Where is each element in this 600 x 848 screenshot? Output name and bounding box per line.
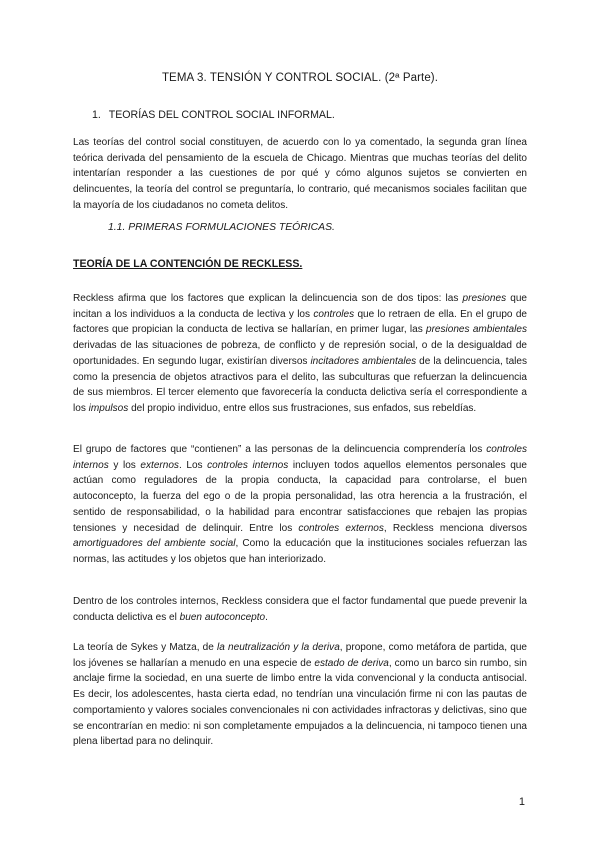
emphasis: buen autoconcepto — [179, 611, 266, 623]
document-title: TEMA 3. TENSIÓN Y CONTROL SOCIAL. (2ª Parte). — [161, 72, 439, 84]
emphasis: incitadores ambientales — [310, 355, 417, 367]
emphasis: controles externos — [298, 522, 384, 534]
text-run: , propone, como metáfora de partida, que los jóvenes se hallarían a menudo en una especie de — [73, 642, 527, 669]
text-run: incluyen todos aquellos elementos personales que actúan como reguladores de la propia conducta, la capacidad para controlarse, el buen autoconcepto, la fuerza del ego o de la propia personalidad, las otra herencia a la frustración, el sentido de responsabilidad, o la habilidad para encontrar satisfacciones que rebajen las propias tensiones y necesidad de delinquir. Entre los — [73, 459, 527, 534]
emphasis: externos — [140, 459, 179, 471]
emphasis: presiones ambientales — [425, 324, 527, 336]
reckless-heading: TEORÍA DE LA CONTENCIÓN DE RECKLESS. — [73, 258, 303, 270]
text-run: y los — [108, 459, 141, 471]
emphasis: presiones — [462, 293, 507, 304]
page-number: 1 — [518, 796, 525, 808]
subsection-heading: 1.1. PRIMERAS FORMULACIONES TEÓRICAS. — [108, 222, 335, 233]
text-run: . — [265, 611, 268, 623]
text-run: que lo retraen de ella. En el grupo de factores que propician la conducta de lectiva se hallarían, en primer lugar, las — [73, 308, 528, 336]
emphasis: controles internos — [207, 459, 289, 471]
section-title: TEORÍAS DEL CONTROL SOCIAL INFORMAL. — [108, 109, 335, 121]
text-run: que incitan a los individuos a la conducta de lectiva y los — [73, 293, 527, 320]
text-run: . Los — [178, 459, 208, 471]
intro-paragraph: Las teorías del control social constituyen, de acuerdo con lo ya comentado, la segunda gran línea teórica derivada del pensamiento de la escuela de Chicago. Mientras que muchas teorías del delito intentarían responder a las cuestiones de por qué y cómo algunos sujetos se convierten en delincuentes, la teoría del control se preguntaría, lo contrario, qué mecanismos sociales facilitan que la mayoría de los ciudadanos no cometa delitos. — [73, 137, 527, 211]
reckless-paragraph-1 — [73, 291, 527, 417]
emphasis: controles — [313, 308, 355, 320]
text-run: Dentro de los controles internos, Reckless considera que el factor fundamental que puede prevenir la conducta delictiva es el — [73, 596, 527, 623]
reckless-paragraph-3 — [73, 594, 527, 625]
text-run: de la delincuencia, tales como la presencia de objetos atractivos para el delito, las subculturas que refuerzan la delincuencia de sus miembros. El tercer elemento que favorecería la conducta delictiva sería el correspondiente a los — [73, 355, 528, 414]
emphasis: estado de deriva — [314, 657, 389, 669]
reckless-paragraph-2 — [73, 442, 527, 568]
emphasis: controles internos — [73, 444, 527, 471]
emphasis: amortiguadores del ambiente social — [73, 538, 236, 550]
text-run: Reckless afirma que los factores que explican la delincuencia son de dos tipos: las — [73, 293, 463, 304]
text-run: , Como la educación que la instituciones sociales refuerzan las normas, las actitudes y los objetos que han interiorizado. — [73, 538, 528, 565]
section-heading — [92, 109, 335, 121]
emphasis: la neutralización y la deriva — [217, 642, 340, 653]
text-run: La teoría de Sykes y Matza, de — [73, 642, 218, 653]
text-run: , como un barco sin rumbo, sin anclaje firme la sociedad, en una suerte de limbo entre la vida convencional y la conducta antisocial. Es decir, los adolescentes, hasta cierta edad, no tendrían una vinculación firme ni con las pautas de comportamiento y valores sociales convencionales ni con actividades infractoras y delictivas, sino que se encontrarían en medio: ni son completamente empujados a la delincuencia, ni tampoco tienen una plena libertad para no delinquir. — [73, 657, 528, 748]
text-run: El grupo de factores que “contienen” a las personas de la delincuencia comprendería los — [73, 444, 487, 455]
sykes-matza-paragraph — [73, 640, 527, 750]
section-number: 1. — [92, 109, 101, 121]
text-run: del propio individuo, entre ellos sus frustraciones, sus enfados, sus rebeldías. — [128, 402, 477, 414]
emphasis: impulsos — [88, 402, 129, 414]
text-run: derivadas de las situaciones de pobreza, de conflicto y de represión social, o de la desigualdad de oportunidades. En segundo lugar, existirían diversos — [73, 340, 527, 367]
text-run: , Reckless menciona diversos — [383, 522, 528, 534]
